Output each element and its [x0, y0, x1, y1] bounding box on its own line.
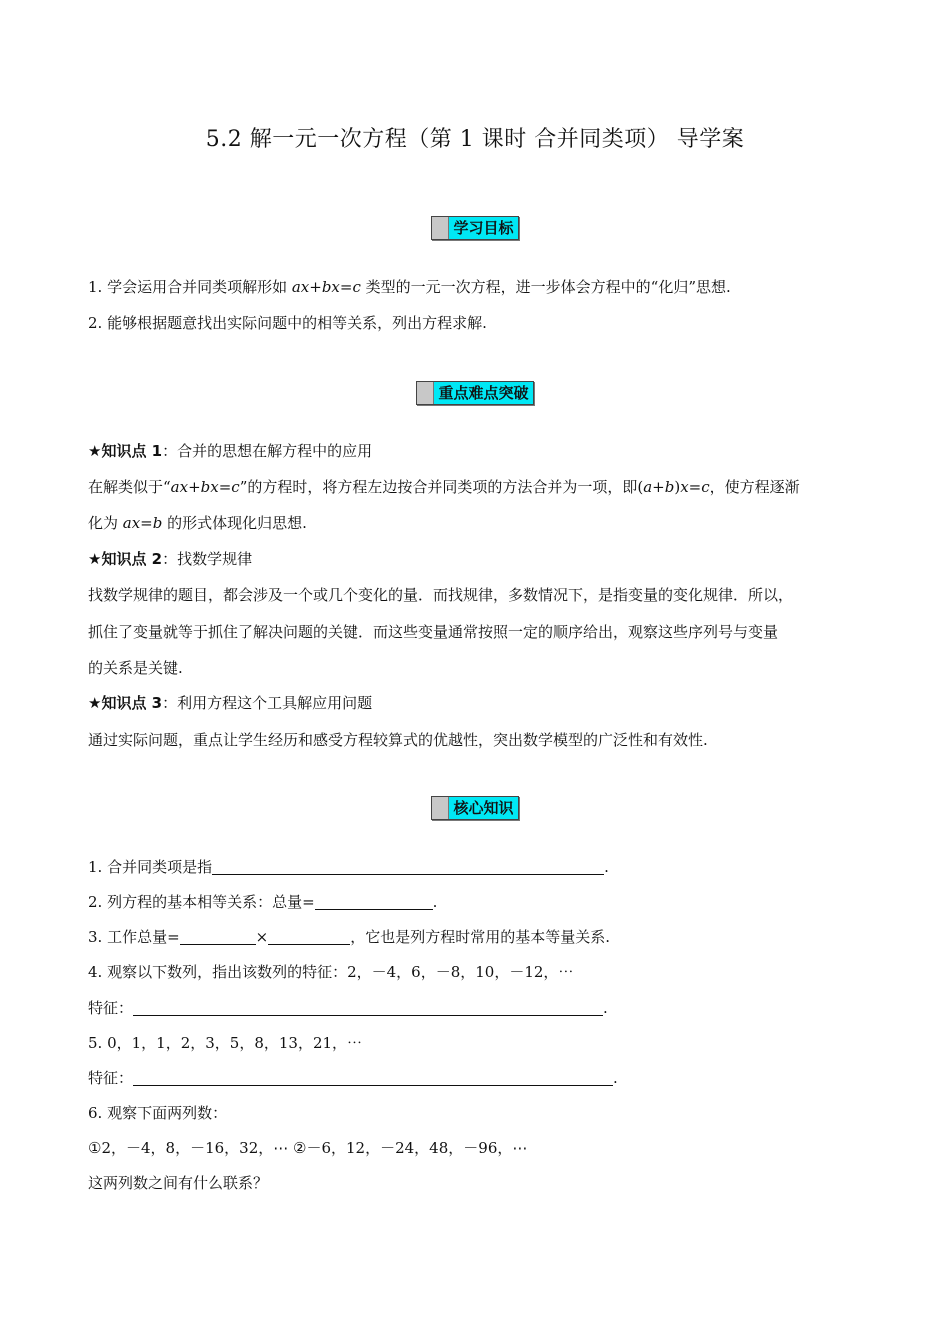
section-goals-label: 学习目标 [449, 217, 517, 239]
goal-1 [88, 276, 888, 298]
kp1-math: ax=b [122, 514, 163, 532]
goal-1-math: ax+bx=c [291, 278, 361, 296]
section-keypoints-label: 重点难点突破 [434, 382, 532, 404]
q5-end: . [613, 1069, 618, 1087]
section-badge [416, 381, 533, 405]
kp3-heading [88, 692, 888, 714]
kp1-math: ax+bx=c [170, 478, 240, 496]
q5-feature-label: 特征： [88, 1069, 134, 1087]
kp3-head: ★知识点 3 [88, 694, 163, 712]
section-keypoints-header [0, 381, 950, 408]
core-q2 [88, 891, 888, 913]
kp1-line-2 [88, 512, 888, 534]
kp2-line-3: 的关系是关键. [88, 659, 183, 677]
kp1-text: ) [674, 478, 681, 496]
core-q6: 6. 观察下面两列数： [88, 1104, 228, 1122]
q3-times: × [255, 928, 269, 946]
section-core-header [0, 796, 950, 823]
kp1-math: a+b [643, 478, 675, 496]
q5-feature-blank[interactable] [133, 1069, 613, 1086]
kp1-text: ”的方程时，将方程左边按合并同类项的方法合并为一项，即( [239, 478, 644, 496]
core-q6-sequences: ①2，－4，8，－16，32，⋯ ②－6，12，－24，48，－96，⋯ [88, 1139, 528, 1157]
kp1-text: ，使方程逐渐 [709, 478, 800, 496]
q1-end: . [604, 858, 609, 876]
kp1-text: 化为 [88, 514, 123, 532]
core-q3 [88, 926, 888, 948]
q2-end: . [432, 893, 438, 911]
core-q5-feature [88, 1067, 888, 1089]
q3-blank-2[interactable] [268, 928, 350, 945]
kp1-text: 在解类似于“ [88, 478, 171, 496]
core-q6-question: 这两列数之间有什么联系？ [88, 1174, 269, 1192]
kp2-head: ★知识点 2 [88, 550, 163, 568]
kp1-title: ：合并的思想在解方程中的应用 [162, 442, 373, 460]
badge-marker [432, 797, 449, 819]
q1-text: 1. 合并同类项是指 [88, 858, 213, 876]
kp1-line-1 [88, 476, 888, 498]
section-core-label: 核心知识 [449, 797, 517, 819]
kp1-text: 的形式体现化归思想. [162, 514, 307, 532]
kp1-head: ★知识点 1 [88, 442, 163, 460]
page-title: 5.2 解一元一次方程（第 1 课时 合并同类项） 导学案 [205, 127, 745, 152]
goal-1-text-a: 1. 学会运用合并同类项解形如 [88, 278, 292, 296]
q4-feature-blank[interactable] [133, 999, 603, 1016]
core-q4: 4. 观察以下数列，指出该数列的特征：2，－4，6，－8，10，－12，⋯ [88, 963, 574, 981]
section-badge [431, 796, 518, 820]
core-q1 [88, 856, 888, 878]
kp2-heading [88, 548, 888, 570]
q3-blank-1[interactable] [180, 928, 256, 945]
kp2-line-2: 抓住了变量就等于抓住了解决问题的关键．而这些变量通常按照一定的顺序给出，观察这些序列号与变量 [88, 623, 779, 641]
q1-blank[interactable] [212, 858, 604, 875]
q4-end: . [603, 999, 608, 1017]
section-goals-header [0, 216, 950, 243]
q3-text-b: ，它也是列方程时常用的基本等量关系. [350, 928, 611, 946]
q3-text: 3. 工作总量= [88, 928, 180, 946]
badge-marker [432, 217, 449, 239]
badge-marker [417, 382, 434, 404]
kp3-line-1: 通过实际问题，重点让学生经历和感受方程较算式的优越性，突出数学模型的广泛性和有效性. [88, 731, 708, 749]
goal-2: 2. 能够根据题意找出实际问题中的相等关系，列出方程求解. [88, 314, 487, 332]
kp2-line-1: 找数学规律的题目，都会涉及一个或几个变化的量．而找规律，多数情况下，是指变量的变化规律．所以， [88, 586, 794, 604]
q4-feature-label: 特征： [88, 999, 134, 1017]
q2-text: 2. 列方程的基本相等关系：总量= [88, 893, 315, 911]
kp3-title: ：利用方程这个工具解应用问题 [162, 694, 373, 712]
section-badge [431, 216, 518, 240]
goal-1-text-b: 类型的一元一次方程，进一步体会方程中的“化归”思想. [360, 278, 731, 296]
q2-blank[interactable] [315, 893, 433, 910]
core-q4-feature [88, 997, 888, 1019]
kp2-title: ：找数学规律 [162, 550, 253, 568]
kp1-math: x=c [680, 478, 710, 496]
kp1-heading [88, 440, 888, 462]
core-q5: 5. 0，1，1，2，3，5，8，13，21，⋯ [88, 1034, 363, 1052]
